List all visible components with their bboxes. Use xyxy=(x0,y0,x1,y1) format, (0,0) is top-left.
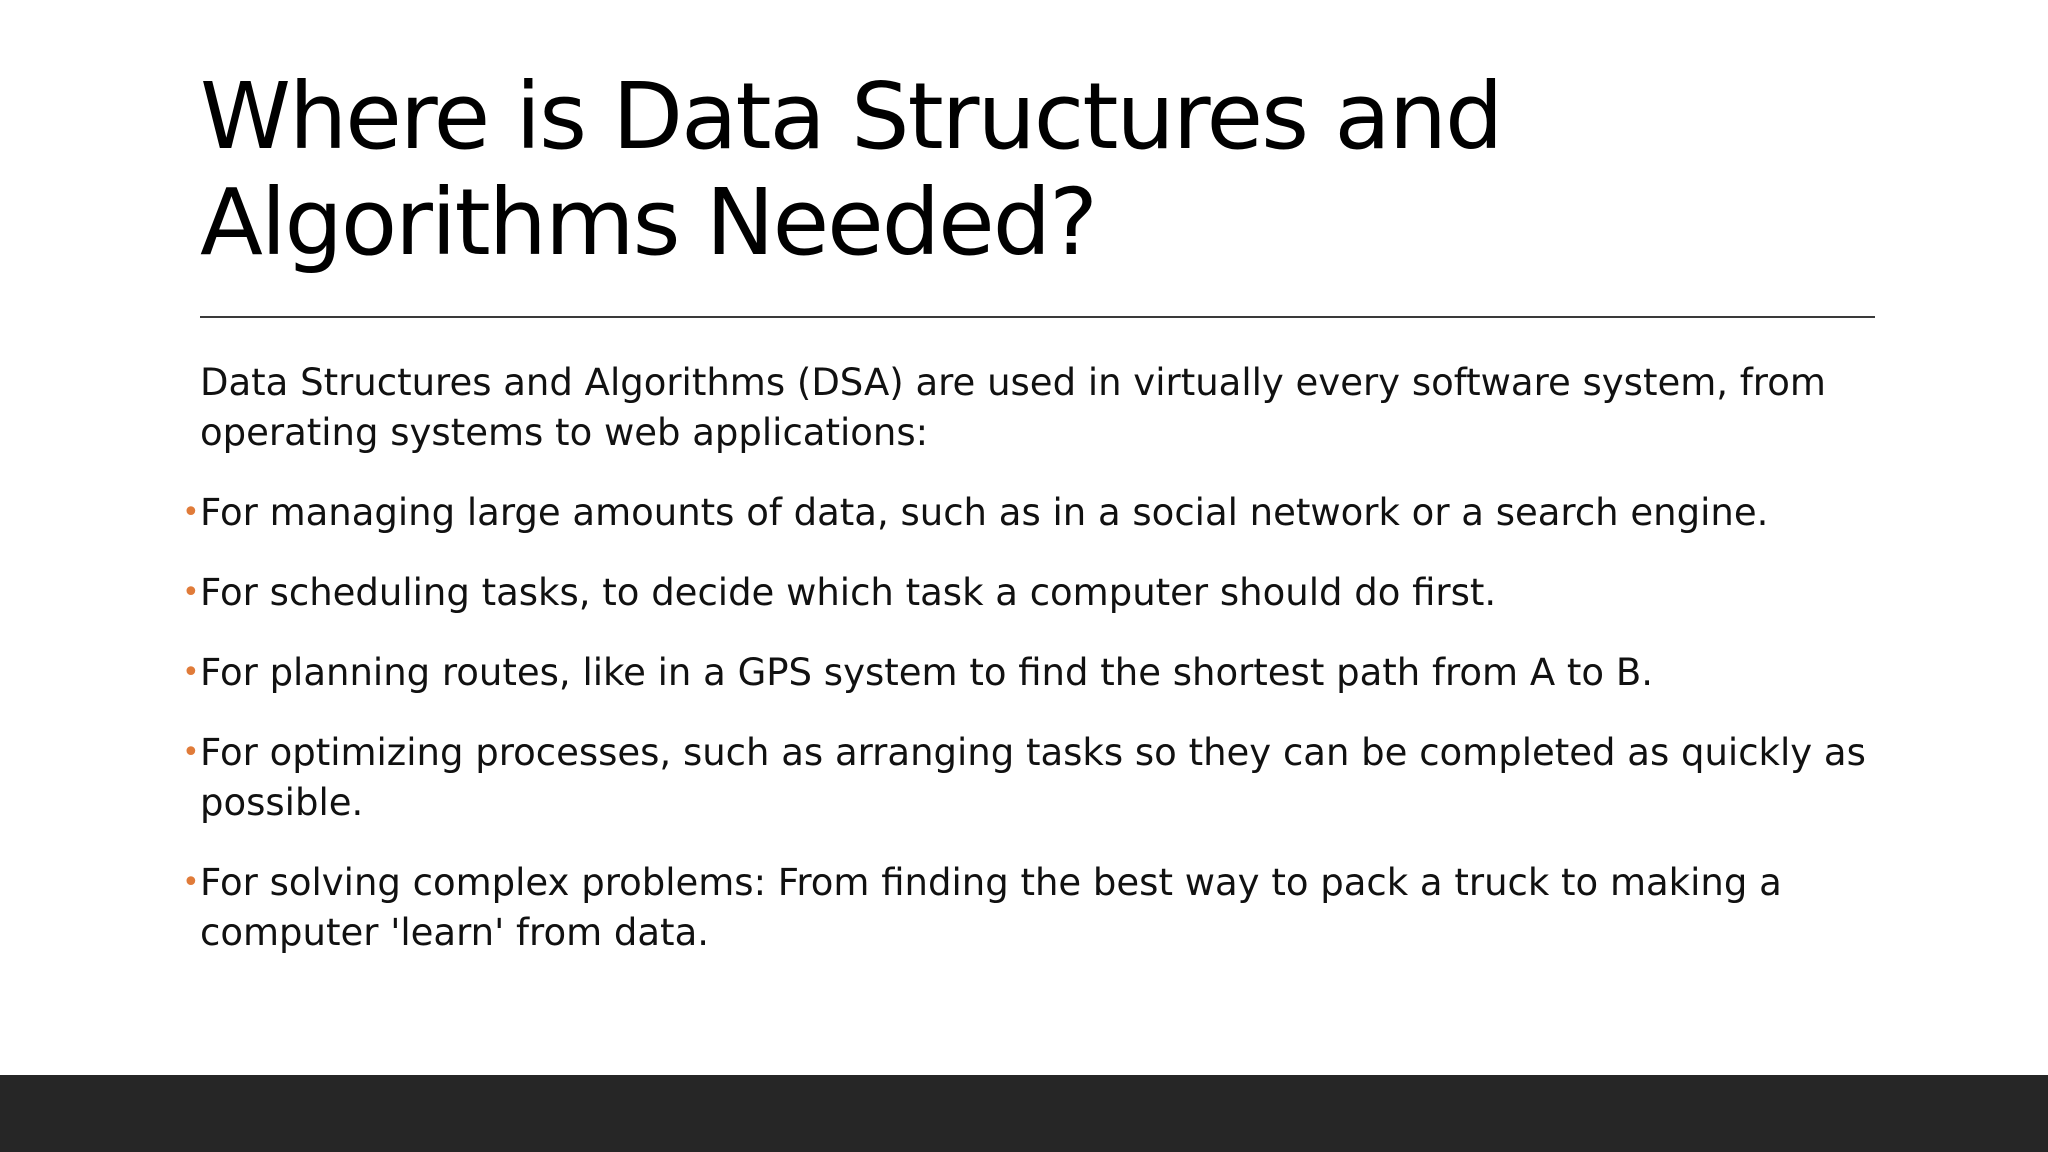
bullet-text: For scheduling tasks, to decide which task a computer should do first. xyxy=(200,571,1497,614)
bullet-dot-icon: • xyxy=(182,735,200,770)
bullet-item xyxy=(182,648,1890,698)
bullet-item xyxy=(182,488,1890,538)
slide-content xyxy=(182,358,1890,988)
bullet-dot-icon: • xyxy=(182,495,200,530)
bullet-list xyxy=(182,488,1890,958)
bullet-item xyxy=(182,728,1890,828)
bullet-item xyxy=(182,568,1890,618)
bullet-text: For planning routes, like in a GPS system to find the shortest path from A to B. xyxy=(200,651,1653,694)
title-divider xyxy=(200,316,1875,318)
bullet-text: For managing large amounts of data, such as in a social network or a search engine. xyxy=(200,491,1769,534)
bullet-text: For optimizing processes, such as arranging tasks so they can be completed as quickly as possible. xyxy=(200,731,1866,824)
bullet-dot-icon: • xyxy=(182,575,200,610)
footer-bar xyxy=(0,1075,2048,1152)
bullet-text: For solving complex problems: From finding the best way to pack a truck to making a computer 'learn' from data. xyxy=(200,861,1782,954)
intro-paragraph: Data Structures and Algorithms (DSA) are used in virtually every software system, from operating systems to web applications: xyxy=(200,361,1826,454)
bullet-item xyxy=(182,858,1890,958)
bullet-dot-icon: • xyxy=(182,655,200,690)
slide-title: Where is Data Structures and Algorithms Needed? xyxy=(200,63,1502,276)
bullet-dot-icon: • xyxy=(182,865,200,900)
